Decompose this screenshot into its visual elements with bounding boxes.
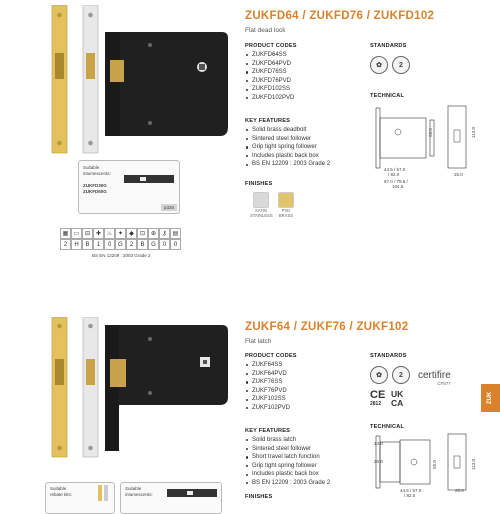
list-item: ZUKF76SS <box>245 378 290 387</box>
finish-label: BRASS <box>278 213 294 218</box>
list-item: ZUKF64PVD <box>245 370 290 379</box>
list-item: Includes plastic back box <box>245 152 330 161</box>
dim-label: 55.0 <box>431 460 437 469</box>
list-item: BS EN 12209 : 2003 Grade 2 <box>245 160 330 169</box>
performance-icons-row <box>60 228 181 239</box>
key-features-list <box>245 436 330 488</box>
bs-standard-seal-icon: ✿ <box>370 366 388 384</box>
intumescents-inset <box>120 482 222 514</box>
certifire-code: CF877 <box>437 381 451 386</box>
dim-label: 104.5 <box>392 184 404 189</box>
inset-title: Suitable <box>50 486 67 491</box>
dim-label: 55.0 <box>427 128 433 137</box>
product-codes-list <box>245 51 294 103</box>
finish-pvd-brass <box>275 192 297 218</box>
brass-faceplate <box>52 317 67 457</box>
dim-label: 44.5 / 57.0 <box>384 167 406 172</box>
code-digit: 0 <box>170 239 181 250</box>
key-icon: ⚷ <box>159 228 170 239</box>
finish-swatch <box>253 192 269 208</box>
dim-label: 25.0 <box>454 172 463 177</box>
standards-header: STANDARDS <box>370 43 407 49</box>
fire-icon: ♨ <box>104 228 115 239</box>
page-reference[interactable]: p326 <box>161 204 177 211</box>
list-item: ZUKFD102PVD <box>245 94 294 103</box>
code-digit: H <box>71 239 82 250</box>
deadlock-product-image <box>50 5 235 155</box>
product-title: ZUKFD64 / ZUKFD76 / ZUKFD102 <box>245 10 435 22</box>
list-item: Sintered steel follower <box>245 445 330 454</box>
code-digit: B <box>82 239 93 250</box>
inset-title: Suitable <box>125 486 142 491</box>
code-digit: B <box>137 239 148 250</box>
performance-values-row <box>60 239 181 250</box>
lock-body <box>105 32 120 136</box>
ce-code: 2812 <box>370 401 382 407</box>
technical-header: TECHNICAL <box>370 424 405 430</box>
code-digit: G <box>115 239 126 250</box>
finishes-header: FINISHES <box>245 494 273 500</box>
dim-label: 67.0 / 79.5 / <box>384 179 408 184</box>
dim-label: 25.0 <box>374 459 383 464</box>
product-title: ZUKF64 / ZUKF76 / ZUKF102 <box>245 321 409 333</box>
standards-header: STANDARDS <box>370 353 407 359</box>
performance-code-grid <box>60 228 181 250</box>
finish-satin-stainless <box>250 192 272 218</box>
list-item: Solid brass deadbolt <box>245 126 330 135</box>
rebate-kits-inset <box>45 482 115 514</box>
code-digit: 0 <box>104 239 115 250</box>
list-item: Grip tight spring follower <box>245 462 330 471</box>
grade-seal-icon: 2 <box>392 56 410 74</box>
bs-standard-seal-icon: ✿ <box>370 56 388 74</box>
technical-header: TECHNICAL <box>370 93 405 99</box>
corrosion-icon: ◆ <box>126 228 137 239</box>
list-item: ZUKF102SS <box>245 395 290 404</box>
rebate-kit-image <box>96 485 110 501</box>
door-type-icon: ▤ <box>170 228 181 239</box>
finish-label: PVD <box>281 208 291 213</box>
dim-label: 113.0 <box>470 127 476 138</box>
dim-label: 25.0 <box>455 488 464 493</box>
list-item: Sintered steel follower <box>245 135 330 144</box>
intumescent-strip-image <box>124 173 174 185</box>
door-icon: ▭ <box>71 228 82 239</box>
safety-icon: ✦ <box>115 228 126 239</box>
intumescents-inset <box>78 160 180 214</box>
inset-subtitle: intumescents: <box>125 492 153 497</box>
section-tab-label: ZUK <box>487 391 494 405</box>
inset-code: ZUKFD30G <box>83 183 107 188</box>
list-item: ZUKFD64PVD <box>245 60 294 69</box>
steel-faceplate <box>83 317 98 457</box>
list-item: ZUKF102PVD <box>245 404 290 413</box>
product-codes-header: PRODUCT CODES <box>245 43 297 49</box>
list-item: ZUKFD76PVD <box>245 77 294 86</box>
lock-icon: ⊡ <box>137 228 148 239</box>
product-subtitle: Flat latch <box>245 338 272 345</box>
inset-title: Suitable <box>83 165 100 170</box>
inset-subtitle: intumescents: <box>83 171 111 176</box>
grade-seal-icon: 2 <box>392 366 410 384</box>
product-codes-header: PRODUCT CODES <box>245 353 297 359</box>
list-item: ZUKFD76SS <box>245 68 294 77</box>
intumescent-strip-image <box>167 487 217 499</box>
key-features-header: KEY FEATURES <box>245 428 291 434</box>
list-item: ZUKFD102SS <box>245 85 294 94</box>
ukca-top: UK <box>391 389 404 399</box>
finish-swatch <box>278 192 294 208</box>
list-item: ZUKFD64SS <box>245 51 294 60</box>
standards-seals <box>370 56 410 74</box>
handle-icon: ⊟ <box>82 228 93 239</box>
dim-label: 113.0 <box>470 459 476 470</box>
standards-seals <box>370 366 410 384</box>
finishes-header: FINISHES <box>245 181 273 187</box>
dim-label: 44.5 / 57.0 <box>400 488 422 493</box>
grade-icon: ▦ <box>60 228 71 239</box>
finish-label: SATIN <box>254 208 268 213</box>
list-item: ZUKF64SS <box>245 361 290 370</box>
security-icon: ⊕ <box>148 228 159 239</box>
dim-label: / 82.0 <box>388 172 400 177</box>
product-subtitle: Flat dead lock <box>245 27 286 34</box>
ce-icon: CE <box>370 389 386 401</box>
inset-subtitle: rebate kits: <box>50 492 73 497</box>
code-digit: 2 <box>60 239 71 250</box>
list-item: Includes plastic back box <box>245 470 330 479</box>
lock-body <box>105 325 119 451</box>
certifire-text: certifire <box>418 370 451 381</box>
code-digit: 2 <box>126 239 137 250</box>
latch-technical-drawing <box>370 432 480 492</box>
list-item: Solid brass latch <box>245 436 330 445</box>
inset-code: ZUKFD60G <box>83 189 107 194</box>
list-item: BS EN 12209 : 2003 Grade 2 <box>245 479 330 488</box>
ukca-mark <box>391 390 403 407</box>
section-tab-zuk[interactable] <box>481 384 500 412</box>
list-item: Grip tight spring follower <box>245 143 330 152</box>
ce-mark <box>370 390 385 407</box>
cross-icon: ✚ <box>93 228 104 239</box>
key-features-header: KEY FEATURES <box>245 118 291 124</box>
dim-label: 13.0 <box>374 441 383 446</box>
certifire-logo <box>418 370 451 386</box>
product-codes-list <box>245 361 290 413</box>
list-item: ZUKF76PVD <box>245 387 290 396</box>
dim-label: / 82.0 <box>404 493 416 498</box>
finish-label: STAINLESS <box>250 213 273 218</box>
list-item: Short travel latch function <box>245 453 330 462</box>
performance-caption: BS EN 12209 : 2003 Grade 2 <box>92 253 151 258</box>
ukca-bottom: CA <box>391 397 404 408</box>
code-digit: 0 <box>159 239 170 250</box>
key-features-list <box>245 126 330 169</box>
latch-product-image <box>50 317 235 467</box>
code-digit: 1 <box>93 239 104 250</box>
code-digit: G <box>148 239 159 250</box>
